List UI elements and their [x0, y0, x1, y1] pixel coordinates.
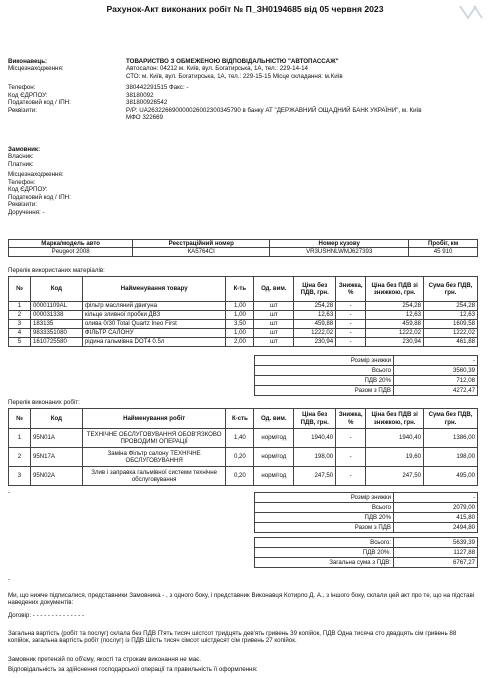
customer-owner: Власник:: [8, 153, 34, 161]
customer-edrpou: Код ЄДРПОУ:: [8, 186, 48, 194]
customer-tax: Податковий код / ІПН:: [8, 193, 71, 201]
materials-header: К-ть: [226, 277, 254, 302]
materials-row: [9, 320, 478, 329]
grand-total-row: [255, 548, 478, 558]
table-cell: 495,00: [424, 467, 478, 486]
materials-summary-row: [255, 376, 478, 386]
summary-label: Разом з ПДВ: [255, 386, 394, 396]
table-cell: 1,00: [226, 311, 254, 320]
table-cell: 2: [9, 448, 31, 467]
vehicle-header: Реєстраційний номер: [133, 240, 270, 248]
table-cell: 183135: [30, 320, 82, 329]
table-cell: 1609,58: [424, 320, 478, 329]
summary-label: Всього: [255, 366, 394, 376]
executor-bank-label: Реквізити:: [8, 106, 37, 114]
customer-location: Місцезнаходження:: [8, 171, 64, 179]
works-dash: -: [8, 489, 11, 496]
works-header: Ціна без ПДВ, грн.: [294, 409, 336, 429]
summary-label: Всього: [255, 503, 394, 513]
table-cell: ТЕХНІЧНЕ ОБСЛУГОВУВАННЯ ОБОВ'ЯЗКОВО ПРОВОДИМІ ОПЕРАЦІЇ: [82, 429, 226, 448]
vehicle-reg-number: КА5764СІ: [133, 248, 270, 256]
watermark-logo-icon: [456, 2, 486, 22]
table-cell: 230,94: [366, 338, 424, 347]
customer-block: [8, 146, 478, 216]
summary-value: -: [394, 356, 478, 366]
table-cell: 459,88: [366, 320, 424, 329]
table-cell: -: [336, 329, 366, 338]
table-cell: 1,00: [226, 329, 254, 338]
executor-tax: 381800926542: [126, 99, 168, 107]
executor-edrpou-label: Код ЄДРПОУ:: [8, 91, 48, 99]
document-title: Рахунок-Акт виконаних робіт № П_ЗН0194685 від 05 червня 2023: [106, 4, 384, 14]
table-cell: 95N01A: [30, 429, 82, 448]
materials-summary-row: [255, 356, 478, 366]
table-cell: ФІЛЬТР САЛОНУ: [82, 329, 226, 338]
materials-row: [9, 311, 478, 320]
customer-label: Замовник:: [8, 146, 41, 153]
table-cell: олива 0/30 Total Quartz Ineo First: [82, 320, 226, 329]
summary-value: 3560,39: [394, 366, 478, 376]
table-cell: 247,50: [366, 467, 424, 486]
table-cell: -: [336, 448, 366, 467]
summary-value: -: [394, 493, 478, 503]
table-cell: 12,63: [424, 311, 478, 320]
table-cell: 9833351080: [30, 329, 82, 338]
summary-value: 5639,39: [394, 538, 478, 548]
materials-row: [9, 338, 478, 347]
summary-label: Розмір знижки: [255, 493, 394, 503]
table-cell: рідина гальмівна DOT4 0.5л: [82, 338, 226, 347]
table-cell: норм/год: [254, 448, 294, 467]
vehicle-header: Пробіг, км: [409, 240, 478, 248]
works-header: Знижка, %: [336, 409, 366, 429]
footer-statement: Ми, що нижче підписалися, представники Замовника - , з одного боку, і представник Виконавця Котирло Д. А., з іншого боку, склали цей акт про те, що на підставі наведених документів:: [8, 592, 475, 607]
table-cell: кільце зливної пробки ДВЗ: [82, 311, 226, 320]
table-cell: шт: [254, 329, 294, 338]
grand-total-row: [255, 558, 478, 568]
table-cell: -: [336, 311, 366, 320]
works-summary-row: [255, 493, 478, 503]
summary-label: ПДВ 20%:: [255, 548, 394, 558]
materials-header: Од. вим.: [254, 277, 294, 302]
table-cell: 0,20: [226, 467, 254, 486]
executor-label: Виконавець:: [8, 58, 48, 65]
footer-no-claims: Замовник претензій по об'єму, якості та строкам виконання не має.: [8, 656, 202, 663]
table-cell: 247,50: [294, 467, 336, 486]
table-cell: 0,20: [226, 448, 254, 467]
customer-payer: Платник:: [8, 160, 34, 168]
table-cell: -: [336, 302, 366, 311]
table-cell: -: [336, 429, 366, 448]
table-cell: 198,00: [294, 448, 336, 467]
customer-phone: Телефон:: [8, 178, 36, 186]
executor-location-2: СТО: м. Київ, вул. Богатирська, 1А, тел.: 229-15-15 Місце складання: м.Київ: [126, 72, 343, 80]
materials-row: [9, 302, 478, 311]
works-row: [9, 448, 478, 467]
summary-value: 1127,88: [394, 548, 478, 558]
materials-header: Ціна без ПДВ зі знижкою, грн.: [366, 277, 424, 302]
table-cell: Злив і заправка гальмівної системи технічне обслуговування: [82, 467, 226, 486]
table-cell: шт: [254, 338, 294, 347]
table-cell: норм/год: [254, 429, 294, 448]
summary-value: 4272,47: [394, 386, 478, 396]
works-header: №: [9, 409, 31, 429]
materials-table: [8, 276, 478, 347]
table-cell: 12,63: [294, 311, 336, 320]
table-cell: 1,00: [226, 302, 254, 311]
table-cell: 2: [9, 311, 31, 320]
executor-edrpou: 38180092: [126, 91, 154, 99]
works-header: Од. вим.: [254, 409, 294, 429]
works-header: Ціна без ПДВ зі знижкою, грн.: [366, 409, 424, 429]
materials-header: Найменування товару: [82, 277, 226, 302]
customer-bank: Реквізити:: [8, 201, 37, 209]
works-summary-row: [255, 523, 478, 533]
table-cell: -: [336, 320, 366, 329]
works-table: [8, 408, 478, 486]
materials-row: [9, 329, 478, 338]
customer-trust: Доручення: -: [8, 208, 45, 216]
summary-label: ПДВ 20%: [255, 513, 394, 523]
executor-phone: 380442291515 Факс: -: [126, 84, 189, 92]
materials-summary: [254, 355, 478, 396]
table-cell: -: [336, 338, 366, 347]
footer-total-words: Загальна вартість (робіт та послуг) склала без ПДВ П'ять тисяч шістсот тридцять дев'ять гривень 39 копійок, ПДВ Одна тисяча сто двадцять сім гривень 88 копійок, загальна вартість робіт (послуг) із ПДВ Шість тисяч сімсот шістдесят сім гривень 27 копійок.: [8, 630, 457, 645]
table-cell: 95N02A: [30, 467, 82, 486]
materials-header: Знижка, %: [336, 277, 366, 302]
table-cell: шт: [254, 311, 294, 320]
footer-contract: Договір: - - - - - - - - - - - - - -: [8, 612, 84, 619]
table-cell: 4: [9, 329, 31, 338]
table-cell: норм/год: [254, 467, 294, 486]
works-header: Код: [30, 409, 82, 429]
table-cell: 00001109AL: [30, 302, 82, 311]
works-summary: [254, 492, 478, 533]
works-header: Найменування робіт: [82, 409, 226, 429]
table-cell: 1222,02: [294, 329, 336, 338]
materials-header: Сума без ПДВ, грн.: [424, 277, 478, 302]
executor-bank-1: Р/Р: UA263226690000026002300345790 в банку АТ "ДЕРЖАВНИЙ ОЩАДНИЙ БАНК УКРАЇНИ", м. Київ: [126, 106, 422, 114]
materials-header: №: [9, 277, 31, 302]
works-row: [9, 467, 478, 486]
executor-tax-label: Податковий код / ІПН:: [8, 99, 71, 107]
table-cell: шт: [254, 302, 294, 311]
table-cell: -: [336, 467, 366, 486]
summary-value: 712,08: [394, 376, 478, 386]
table-cell: 459,88: [294, 320, 336, 329]
footer-dash: -: [8, 576, 11, 583]
works-row: [9, 429, 478, 448]
summary-value: 2494,80: [394, 523, 478, 533]
vehicle-model: Peugeot 2008: [9, 248, 133, 256]
vehicle-header: Марка/модель авто: [9, 240, 133, 248]
table-cell: 1222,02: [366, 329, 424, 338]
vehicle-vin: VR3USHNLWMJ627393: [270, 248, 409, 256]
table-cell: 230,94: [294, 338, 336, 347]
table-cell: 1940,40: [366, 429, 424, 448]
summary-label: Разом з ПДВ: [255, 523, 394, 533]
table-cell: 3: [9, 320, 31, 329]
summary-label: Розмір знижки: [255, 356, 394, 366]
executor-block: [8, 58, 478, 122]
table-cell: 254,28: [366, 302, 424, 311]
table-cell: 254,28: [424, 302, 478, 311]
summary-value: 6767,27: [394, 558, 478, 568]
table-cell: 5: [9, 338, 31, 347]
table-cell: 19,60: [366, 448, 424, 467]
works-header: К-сть: [226, 409, 254, 429]
footer-responsibility: Відповідальність за здійснення господарської операції та правильність її оформлення:: [8, 666, 258, 673]
table-cell: 1940,40: [294, 429, 336, 448]
table-cell: шт: [254, 320, 294, 329]
vehicle-mileage: 45 910: [409, 248, 478, 256]
executor-phone-label: Телефон:: [8, 84, 36, 92]
table-cell: 1: [9, 429, 31, 448]
summary-label: Загальна сума з ПДВ:: [255, 558, 394, 568]
table-cell: 95N17A: [30, 448, 82, 467]
materials-header: Ціна без ПДВ, грн.: [294, 277, 336, 302]
table-cell: 1222,02: [424, 329, 478, 338]
materials-summary-row: [255, 366, 478, 376]
table-cell: Заміна Фільтр салону ТЕХНІЧНЕ ОБСЛУГОВУВАННЯ: [82, 448, 226, 467]
summary-value: 415,80: [394, 513, 478, 523]
vehicle-header: Номер кузову: [270, 240, 409, 248]
table-cell: 1610725580: [30, 338, 82, 347]
table-cell: 1: [9, 302, 31, 311]
table-cell: 1386,00: [424, 429, 478, 448]
grand-total-row: [255, 538, 478, 548]
vehicle-table: [8, 239, 478, 257]
executor-location-1: Автосалон: 04212 м. Київ, вул. Богатирська, 1А, тел.: 229-14-14: [126, 65, 308, 73]
executor-bank-2: МФО 322669: [126, 114, 163, 122]
table-cell: 3: [9, 467, 31, 486]
executor-location-label: Місцезнаходження:: [8, 65, 64, 73]
summary-label: ПДВ 20%: [255, 376, 394, 386]
works-summary-row: [255, 513, 478, 523]
table-cell: 461,88: [424, 338, 478, 347]
table-cell: 254,28: [294, 302, 336, 311]
works-caption: Перелік виконаних робіт:: [8, 399, 80, 406]
table-cell: 12,63: [366, 311, 424, 320]
materials-caption: Перелік використаних матеріалів:: [8, 267, 105, 274]
grand-totals: [254, 537, 478, 568]
table-cell: 198,00: [424, 448, 478, 467]
table-cell: 2,00: [226, 338, 254, 347]
table-cell: 1,40: [226, 429, 254, 448]
summary-label: Всього:: [255, 538, 394, 548]
works-summary-row: [255, 503, 478, 513]
table-cell: 3,50: [226, 320, 254, 329]
materials-summary-row: [255, 386, 478, 396]
materials-header: Код: [30, 277, 82, 302]
summary-value: 2079,00: [394, 503, 478, 513]
table-cell: фільтр масляний двигуна: [82, 302, 226, 311]
executor-name: ТОВАРИСТВО З ОБМЕЖЕНОЮ ВІДПОВІДАЛЬНІСТЮ "АВТОПАССАЖ": [126, 58, 339, 65]
table-cell: 000031338: [30, 311, 82, 320]
works-header: Сума без ПДВ, грн.: [424, 409, 478, 429]
